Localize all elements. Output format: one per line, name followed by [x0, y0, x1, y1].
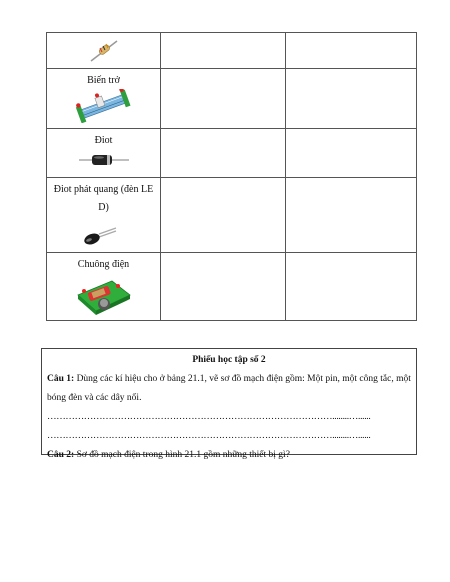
question-1-text: Dùng các kí hiệu cho ở bảng 21.1, vẽ sơ đồ mạch điện gồm: Một pin, một công tắc, một bóng đèn và các dây nối.: [47, 374, 411, 403]
question-1: [42, 370, 416, 408]
component-label: Điot phát quang (đèn LE D): [53, 184, 154, 213]
diode-icon: [78, 153, 130, 167]
answer-line-1: …………………………………………………………………………………........…......: [47, 412, 371, 422]
table-row-cell: [47, 69, 161, 129]
component-label: Biến trở: [87, 75, 120, 86]
question-2: [42, 446, 416, 465]
table-row-cell: [47, 33, 161, 69]
question-1-label: Câu 1:: [47, 374, 75, 384]
table-row-cell: [47, 253, 161, 321]
table-row-cell: [47, 129, 161, 178]
components-table: [46, 32, 417, 321]
question-2-label: Câu 2:: [47, 450, 75, 460]
resistor-icon: [89, 39, 119, 63]
worksheet-box: [41, 348, 417, 460]
component-label: Điot: [94, 135, 113, 146]
led-icon: [83, 226, 117, 246]
question-2-text: Sơ đồ mạch điện trong hình 21.1 gồm những thiết bị gì?: [74, 450, 290, 460]
electric-bell-icon: [74, 275, 132, 315]
rheostat-icon: [74, 89, 132, 123]
component-label: Chuông điện: [77, 259, 130, 270]
table-row-cell: [47, 178, 161, 253]
worksheet-title: Phiếu học tập số 2: [192, 355, 266, 365]
answer-line-2: …………………………………………………………………………………........…......: [47, 431, 371, 441]
